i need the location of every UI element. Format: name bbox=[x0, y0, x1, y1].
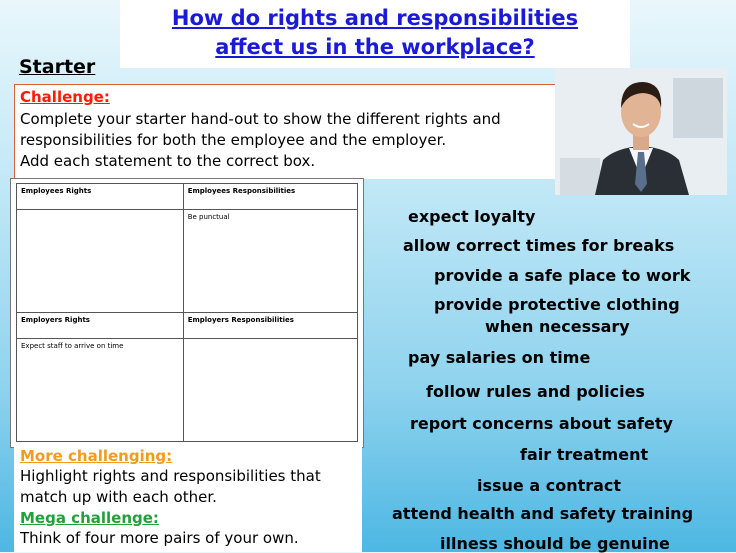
challenge-instructions bbox=[20, 109, 560, 172]
mega-challenge-text: Think of four more pairs of your own. bbox=[20, 529, 299, 547]
statement-item: follow rules and policies bbox=[426, 382, 645, 401]
challenge-line-1: Complete your starter hand-out to show the different rights and bbox=[20, 110, 501, 128]
challenge-label: Challenge: bbox=[20, 88, 110, 106]
employees-responsibilities-cell: Be punctual bbox=[183, 210, 357, 313]
challenge-line-3: Add each statement to the correct box. bbox=[20, 152, 316, 170]
statement-item: illness should be genuine bbox=[440, 534, 670, 553]
statement-item: allow correct times for breaks bbox=[403, 236, 675, 255]
employees-responsibilities-header: Employees Responsibilities bbox=[183, 184, 357, 210]
title-line-1: How do rights and responsibilities bbox=[171, 6, 579, 30]
mega-challenge-label: Mega challenge: bbox=[20, 509, 159, 527]
statement-item: fair treatment bbox=[520, 445, 649, 464]
more-challenging-line-1: Highlight rights and responsibilities that bbox=[20, 467, 321, 485]
employees-rights-cell bbox=[17, 210, 184, 313]
statement-item: issue a contract bbox=[477, 476, 622, 495]
more-challenging-text bbox=[20, 466, 360, 508]
statement-item: expect loyalty bbox=[408, 207, 536, 226]
statement-item: provide protective clothing bbox=[434, 295, 680, 314]
more-challenging-label: More challenging: bbox=[20, 447, 173, 465]
statement-item: pay salaries on time bbox=[408, 348, 591, 367]
businessman-photo bbox=[555, 68, 727, 195]
statement-item: attend health and safety training bbox=[392, 504, 694, 523]
challenge-line-2: responsibilities for both the employee and the employer. bbox=[20, 131, 447, 149]
statement-item: provide a safe place to work bbox=[434, 266, 691, 285]
more-challenging-line-2: match up with each other. bbox=[20, 488, 217, 506]
employers-rights-cell: Expect staff to arrive on time bbox=[17, 339, 184, 442]
employees-rights-header: Employees Rights bbox=[17, 184, 184, 210]
starter-heading: Starter bbox=[19, 56, 96, 78]
employers-responsibilities-header: Employers Responsibilities bbox=[183, 312, 357, 338]
employers-responsibilities-cell bbox=[183, 339, 357, 442]
title-line-2: affect us in the workplace? bbox=[215, 35, 535, 59]
statement-item: report concerns about safety bbox=[410, 414, 673, 433]
worksheet-table bbox=[16, 183, 358, 442]
page-title bbox=[120, 4, 630, 62]
statement-item: when necessary bbox=[485, 317, 630, 336]
employers-rights-header: Employers Rights bbox=[17, 312, 184, 338]
